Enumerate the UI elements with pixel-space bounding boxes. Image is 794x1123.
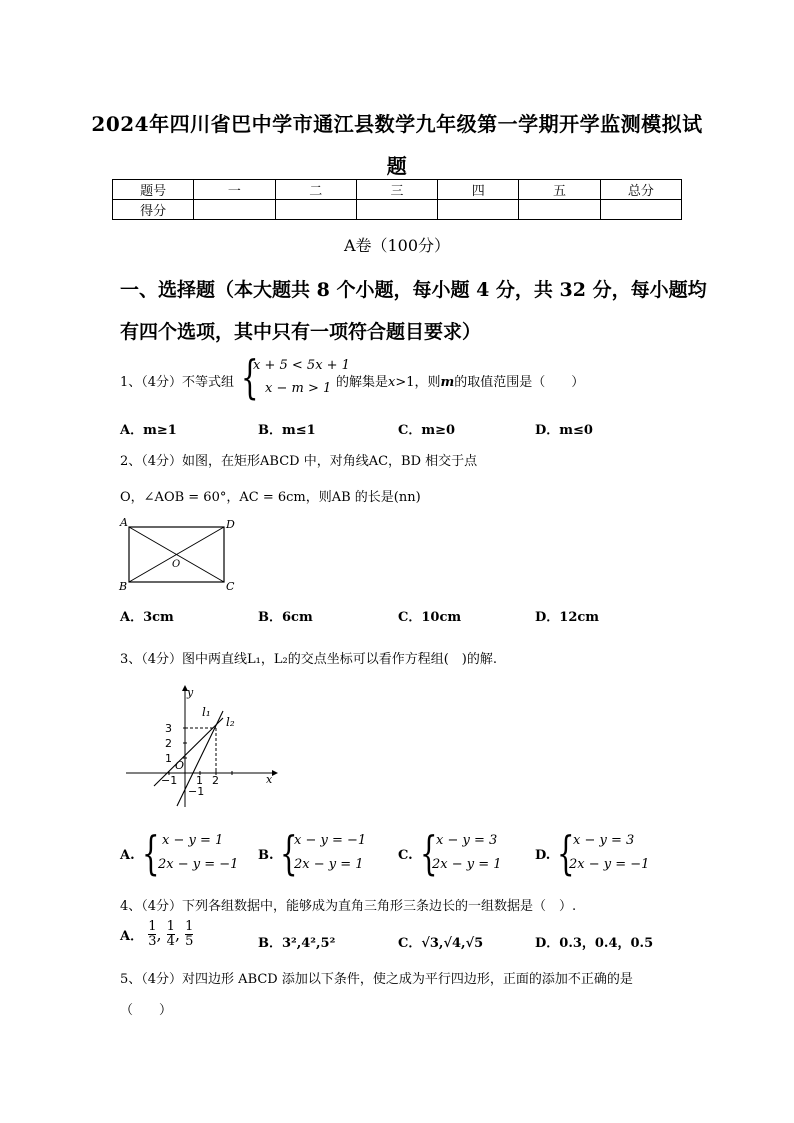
frac-one-third: $\frac{1}{3}$	[148, 919, 157, 949]
score-header-cell: 四	[438, 180, 519, 200]
vertex-label-d: D	[226, 518, 235, 531]
q3-option-d: D. { x − y = 3 2x − y = −1	[535, 826, 650, 880]
q1-option-c: C．m≥0	[398, 423, 456, 438]
q4-option-c: C．√3,√4,√5	[398, 936, 484, 951]
q3-option-c-brace: {	[420, 826, 438, 880]
x-tick-1: 1	[196, 774, 203, 787]
q2-option-d: D．12cm	[535, 610, 600, 625]
q1-sys-line1: x + 5 < 5x + 1	[253, 358, 350, 373]
q1-prefix: 1、（4分）不等式组	[120, 375, 235, 390]
score-table	[112, 179, 682, 220]
q1-brace: {	[241, 350, 259, 404]
q5-line2: （ ）	[120, 1003, 173, 1018]
score-header-cell: 题号	[113, 180, 194, 200]
section-a-heading: A卷（100分）	[343, 236, 451, 255]
frac-one-fourth: $\frac{1}{4}$	[166, 919, 175, 949]
q5-line1: 5、（4分）对四边形 ABCD 添加以下条件，使之成为平行四边形，正面的添加不正确的是	[120, 972, 633, 987]
score-header-cell: 五	[519, 180, 600, 200]
x-axis-arrow	[272, 770, 278, 776]
q1-suffix-b: x	[388, 375, 396, 390]
page-title-line2: 题	[386, 154, 408, 178]
score-header-cell: 三	[356, 180, 437, 200]
q2-line1: 2、（4分）如图，在矩形ABCD 中，对角线AC，BD 相交于点	[120, 454, 478, 469]
y-tick-3: 3	[165, 722, 172, 735]
score-cell	[600, 200, 681, 220]
y-tick-2: 2	[165, 737, 172, 750]
center-label-o: O	[172, 559, 181, 570]
vertex-label-c: C	[226, 580, 235, 593]
score-header-cell: 二	[275, 180, 356, 200]
q1-suffix-e: 的取值范围是（ ）	[454, 375, 585, 390]
q3-option-d-brace: {	[557, 826, 575, 880]
q3-option-a-brace: {	[142, 826, 160, 880]
q3-option-c: C. { x − y = 3 2x − y = 1	[398, 826, 502, 880]
score-table-score-row	[113, 200, 682, 220]
part1-heading-line2: 有四个选项，其中只有一项符合题目要求）	[120, 321, 482, 343]
q1-sys-line2: x − m > 1	[265, 381, 332, 396]
score-row-label: 得分	[113, 200, 194, 220]
q4-option-a: A． $\frac{1}{3}$ , $\frac{1}{4}$ , $\frac{1}{5}$	[120, 919, 194, 949]
q2-option-c: C．10cm	[398, 610, 462, 625]
q2-option-a: A．3cm	[120, 610, 174, 625]
q2-option-b: B．6cm	[258, 610, 313, 625]
score-header-cell: 总分	[600, 180, 681, 200]
label-l2: l₂	[226, 715, 235, 729]
q1-option-b: B．m≤1	[258, 423, 316, 438]
y-tick-1: 1	[165, 752, 172, 765]
q1-suffix-c: >1，则	[395, 375, 441, 390]
origin-label: O	[175, 759, 185, 772]
q1-option-a: A．m≥1	[120, 423, 177, 438]
q1-suffix-a: 的解集是	[336, 375, 389, 390]
score-cell	[356, 200, 437, 220]
part1-heading-line1: 一、选择题（本大题共 8 个小题，每小题 4 分，共 32 分，每小题均	[120, 279, 707, 301]
q4-option-d: D．0.3，0.4，0.5	[535, 936, 654, 951]
q4-option-b: B．3²,4²,5²	[258, 936, 336, 951]
vertex-label-b: B	[119, 580, 128, 593]
score-cell	[519, 200, 600, 220]
q3-option-a: A. { x − y = 1 2x − y = −1	[120, 826, 239, 880]
q3-option-b: B. { x − y = −1 2x − y = 1	[258, 826, 367, 880]
q1-suffix-d: m	[440, 375, 455, 390]
q4-text: 4、（4分）下列各组数据中，能够成为直角三角形三条边长的一组数据是（ ）.	[120, 899, 577, 914]
x-tick-2: 2	[212, 774, 219, 787]
label-l1: l₁	[202, 705, 211, 719]
frac-one-fifth: $\frac{1}{5}$	[185, 919, 194, 949]
q2-line2: O，∠AOB = 60°，AC = 6cm，则AB 的长是(nn)	[120, 490, 421, 505]
lines-graph-figure	[120, 682, 280, 812]
y-axis-label: y	[187, 686, 194, 699]
score-cell	[275, 200, 356, 220]
score-cell	[194, 200, 275, 220]
q1-suffix	[336, 371, 584, 390]
x-axis-label: x	[266, 773, 273, 786]
y-tick-neg1: −1	[188, 785, 205, 798]
vertex-label-a: A	[120, 516, 128, 529]
x-tick-neg1: −1	[161, 774, 178, 787]
score-table-header-row	[113, 180, 682, 200]
rectangle-figure	[116, 514, 240, 594]
page-title-line1: 2024年四川省巴中学市通江县数学九年级第一学期开学监测模拟试	[91, 112, 703, 136]
q3-text: 3、（4分）图中两直线L₁，L₂的交点坐标可以看作方程组( )的解.	[120, 652, 498, 667]
score-cell	[438, 200, 519, 220]
q3-option-b-brace: {	[280, 826, 298, 880]
q1-option-d: D．m≤0	[535, 423, 593, 438]
score-header-cell: 一	[194, 180, 275, 200]
